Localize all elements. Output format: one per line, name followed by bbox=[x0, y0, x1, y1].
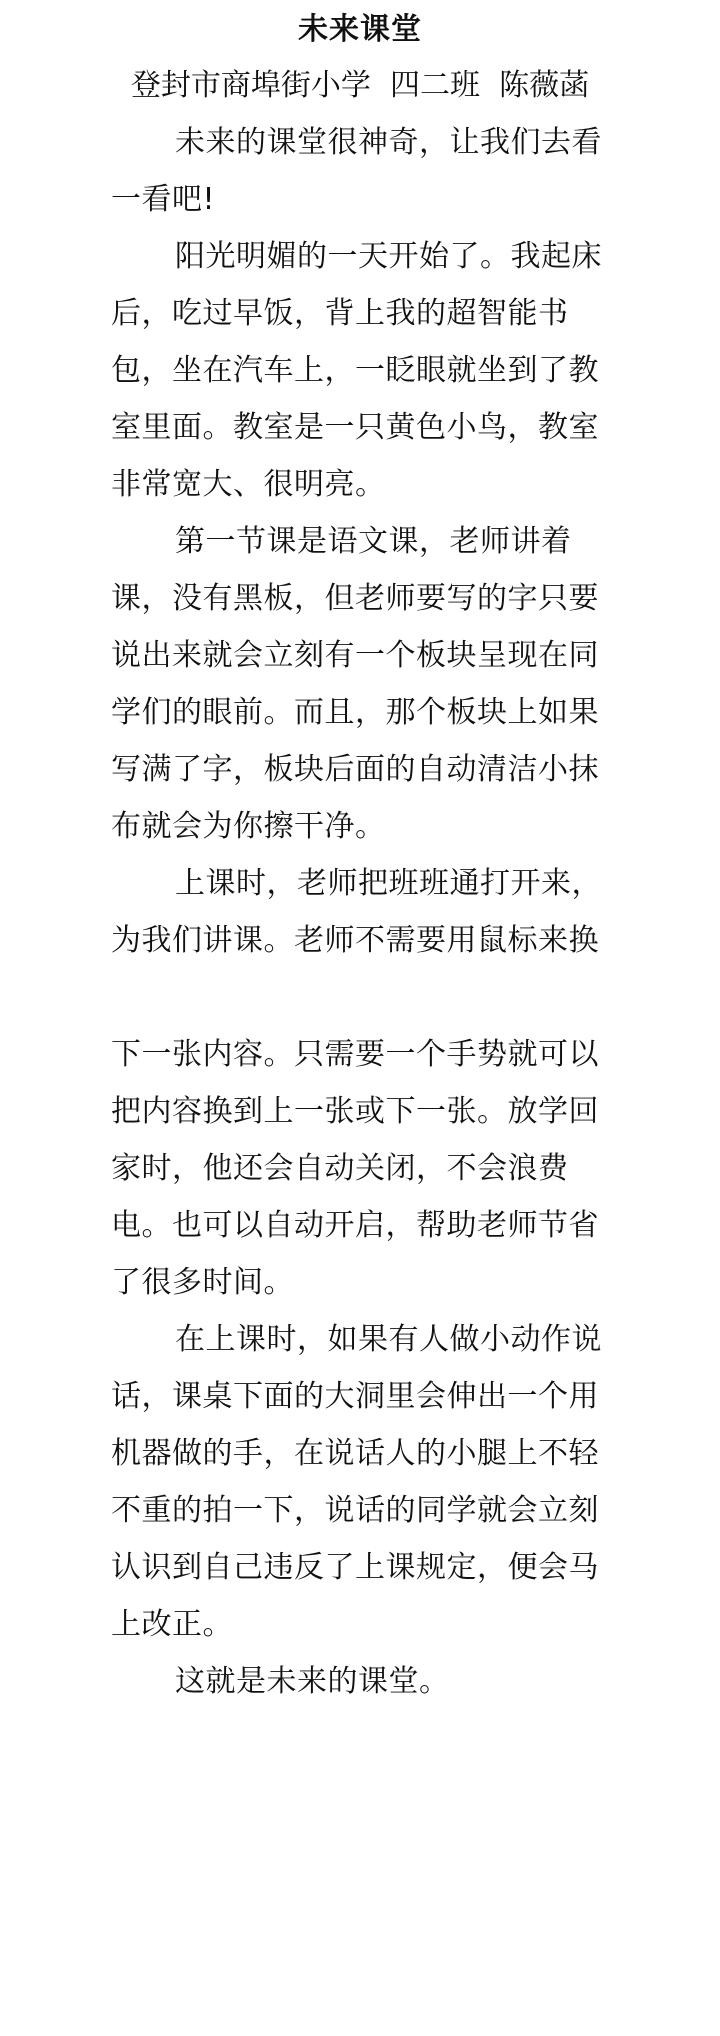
text-line: 学们的眼前。而且，那个板块上如果 bbox=[111, 695, 599, 730]
text-line: 把内容换到上一张或下一张。放学回 bbox=[111, 1094, 599, 1129]
text-line: 为我们讲课。老师不需要用鼠标来换 bbox=[111, 923, 599, 958]
text-line: 说出来就会立刻有一个板块呈现在同 bbox=[111, 638, 599, 673]
text-line: 上课时，老师把班班通打开来， bbox=[175, 866, 602, 901]
text-line: 课，没有黑板，但老师要写的字只要 bbox=[111, 581, 599, 616]
text-line: 未来的课堂很神奇，让我们去看 bbox=[175, 125, 602, 160]
text-line: 下一张内容。只需要一个手势就可以 bbox=[111, 1037, 599, 1072]
text-line: 布就会为你擦干净。 bbox=[111, 809, 386, 844]
text-line: 家时，他还会自动关闭，不会浪费 bbox=[111, 1151, 569, 1186]
text-line: 非常宽大、很明亮。 bbox=[111, 467, 386, 502]
author-line: 登封市商埠街小学 四二班 陈薇菡 bbox=[130, 68, 590, 103]
text-line: 第一节课是语文课，老师讲着 bbox=[175, 524, 572, 559]
text-line: 室里面。教室是一只黄色小鸟，教室 bbox=[111, 410, 599, 445]
text-line: 了很多时间。 bbox=[111, 1265, 294, 1300]
text-line: 这就是未来的课堂。 bbox=[175, 1664, 450, 1699]
text-line: 认识到自己违反了上课规定，便会马 bbox=[111, 1550, 599, 1585]
text-line: 一看吧! bbox=[111, 182, 216, 217]
text-line: 写满了字，板块后面的自动清洁小抹 bbox=[111, 752, 599, 787]
text-line: 上改正。 bbox=[111, 1607, 233, 1642]
text-line: 电。也可以自动开启，帮助老师节省 bbox=[111, 1208, 599, 1243]
text-line: 包，坐在汽车上，一眨眼就坐到了教 bbox=[111, 353, 599, 388]
text-line: 后，吃过早饭，背上我的超智能书 bbox=[111, 296, 569, 331]
text-line: 阳光明媚的一天开始了。我起床 bbox=[175, 239, 602, 274]
text-line: 话，课桌下面的大洞里会伸出一个用 bbox=[111, 1379, 599, 1414]
text-line: 不重的拍一下，说话的同学就会立刻 bbox=[111, 1493, 599, 1528]
text-line: 机器做的手，在说话人的小腿上不轻 bbox=[111, 1436, 599, 1471]
document-title: 未来课堂 bbox=[298, 12, 422, 47]
text-line: 在上课时，如果有人做小动作说 bbox=[175, 1322, 602, 1357]
